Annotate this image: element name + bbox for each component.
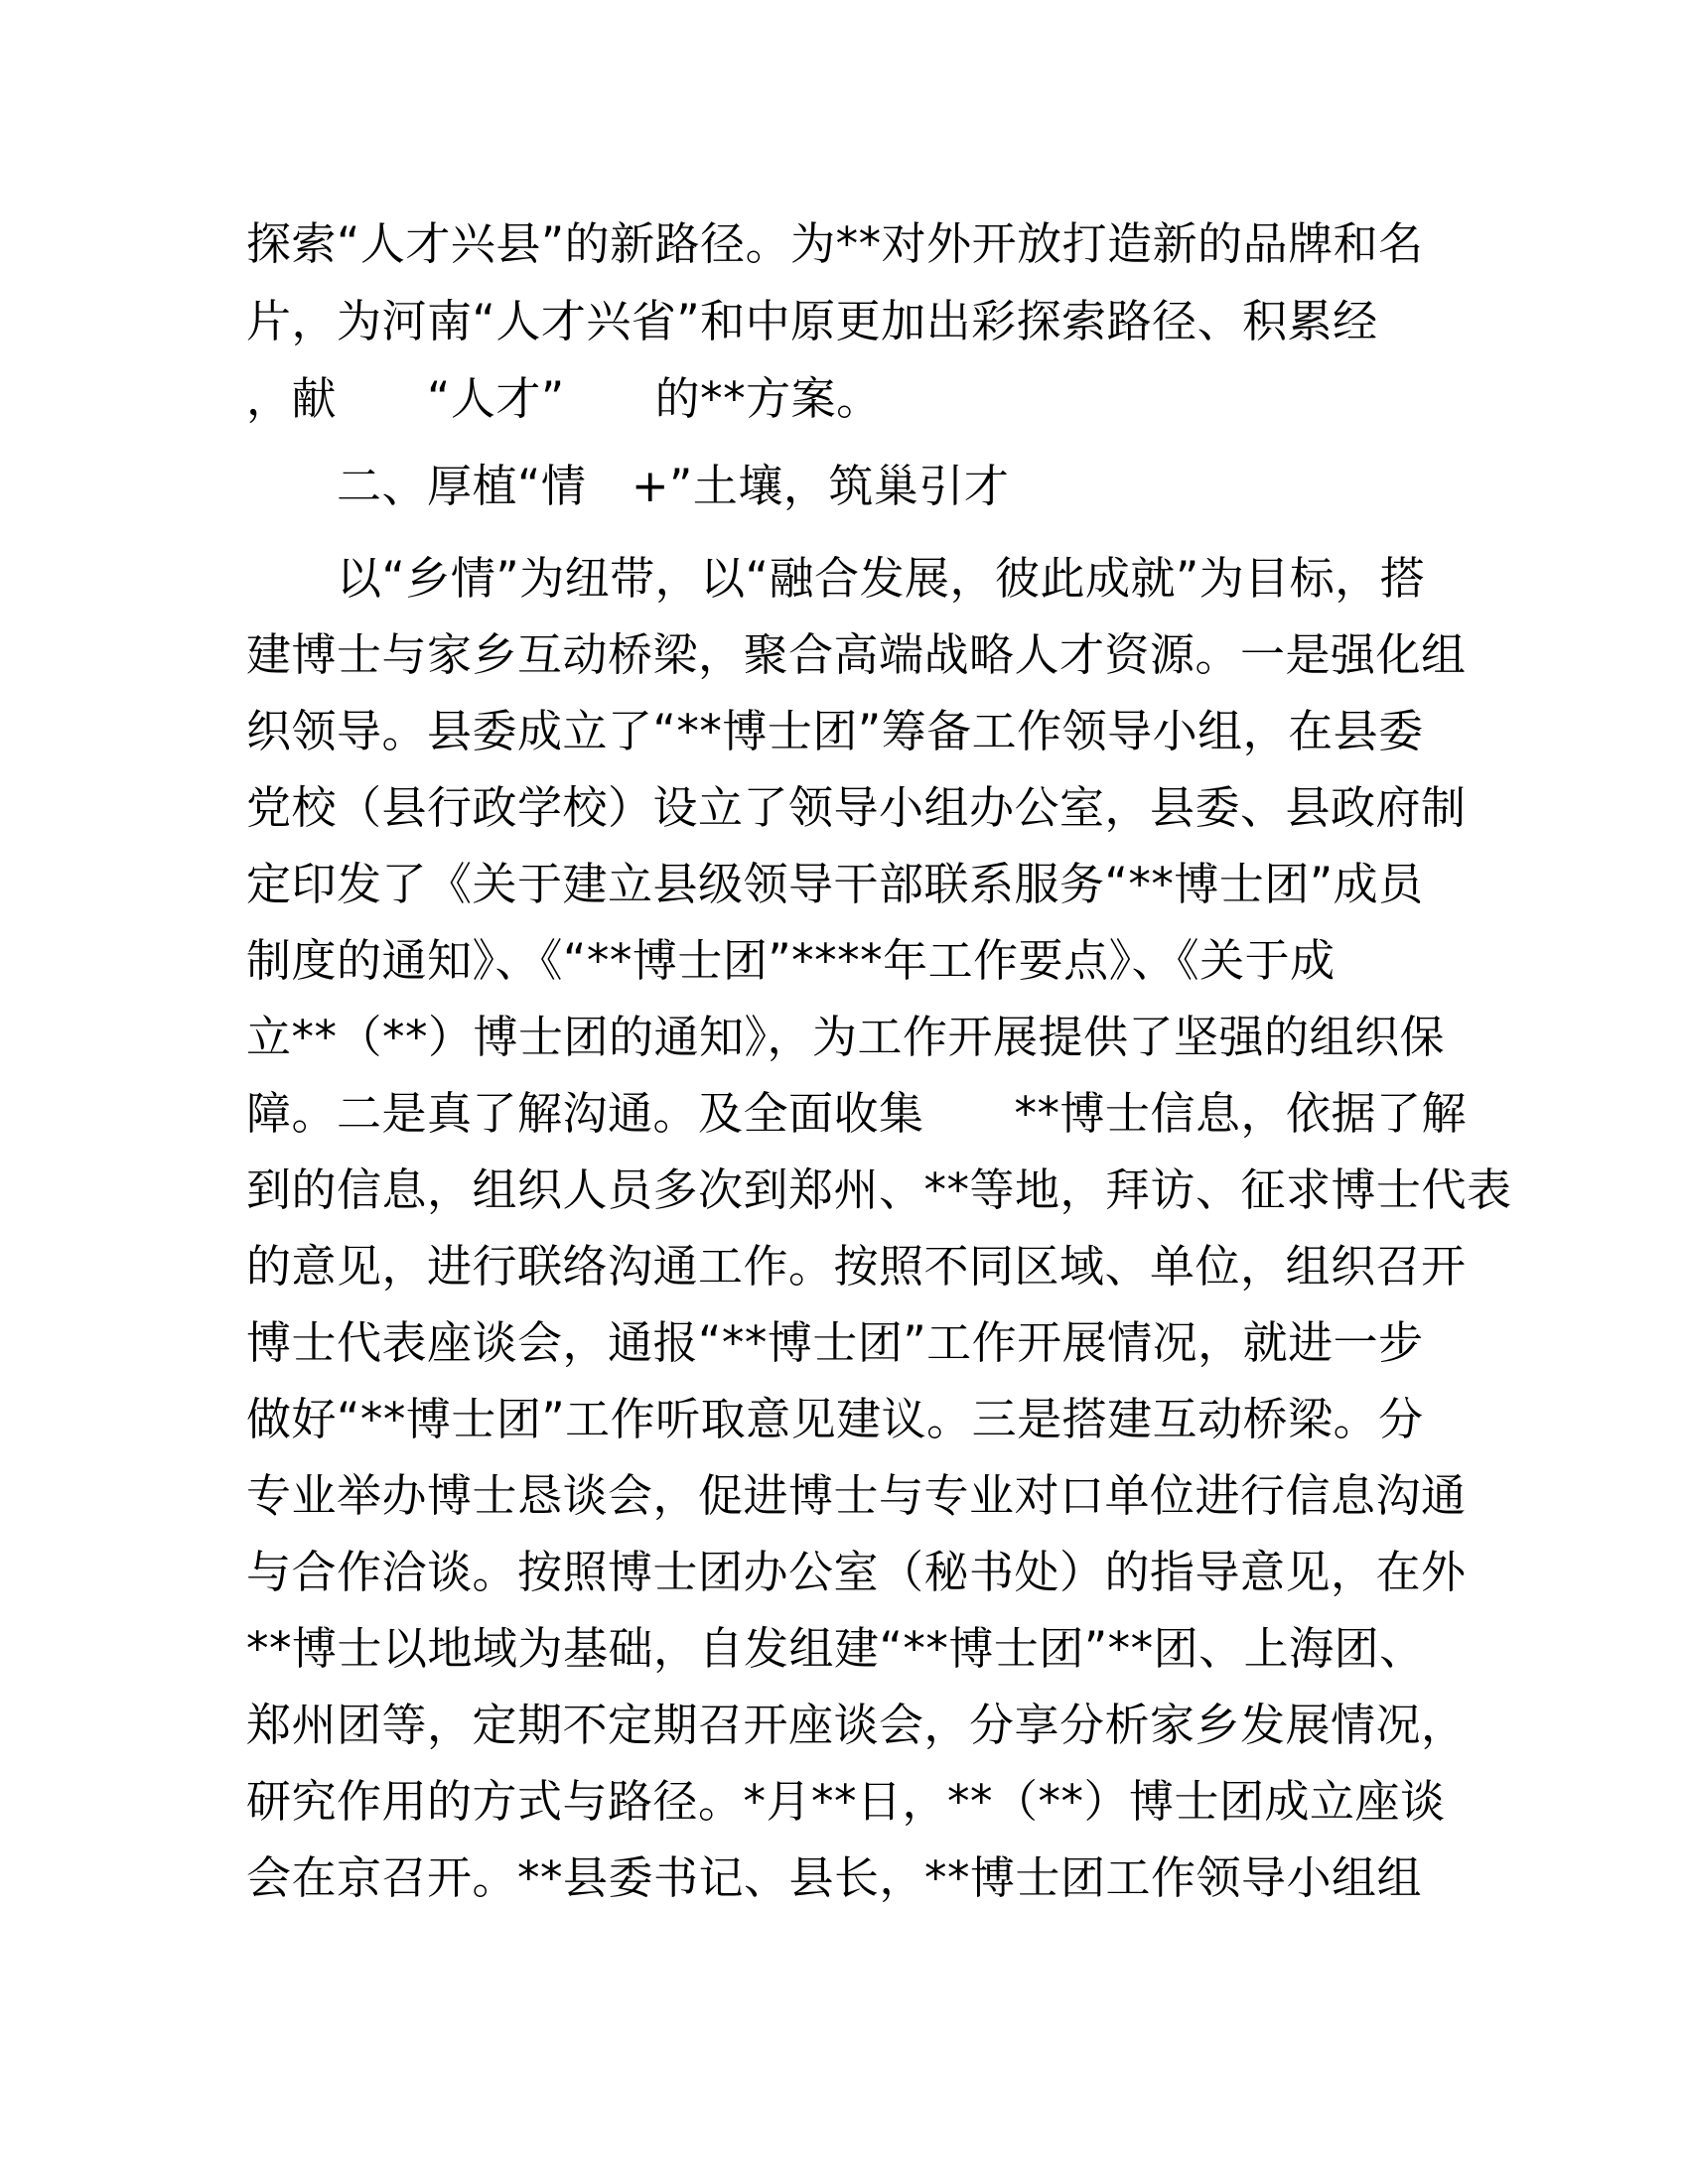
text-line: 定印发了《关于建立县级领导干部联系服务“**博士团”成员 [246, 858, 1424, 910]
section-heading: 二、厚植“情 +”土壤，筑巢引才 [246, 460, 1010, 512]
text-line: 制度的通知》、《“**博士团”****年工作要点》、《关于成 [246, 934, 1336, 987]
text-line: 与合作洽谈。按照博士团办公室（秘书处）的指导意见，在外 [246, 1546, 1467, 1598]
text-line: 做好“**博士团”工作听取意见建议。三是搭建互动桥梁。分 [246, 1393, 1424, 1445]
text-line: 到的信息，组织人员多次到郑州、**等地，拜访、征求博士代表 [246, 1163, 1512, 1216]
text-line: 专业举办博士恳谈会，促进博士与专业对口单位进行信息沟通 [246, 1469, 1467, 1522]
text-line: 建博士与家乡互动桥梁，聚合高端战略人才资源。一是强化组 [246, 628, 1467, 681]
text-line: 以“乡情”为纽带，以“融合发展，彼此成就”为目标，搭 [246, 552, 1426, 605]
text-line: 会在京召开。**县委书记、县长，**博士团工作领导小组组 [246, 1851, 1423, 1904]
text-line: 的意见，进行联络沟通工作。按照不同区域、单位，组织召开 [246, 1240, 1467, 1293]
text-line: 探索“人才兴县”的新路径。为**对外开放打造新的品牌和名 [246, 217, 1424, 270]
text-line: 党校（县行政学校）设立了领导小组办公室，县委、县政府制 [246, 781, 1467, 834]
text-line: 研究作用的方式与路径。*月**日，**（**）博士团成立座谈 [246, 1775, 1446, 1828]
text-line: 障。二是真了解沟通。及全面收集 **博士信息，依据了解 [246, 1087, 1468, 1140]
text-line: 博士代表座谈会，通报“**博士团”工作开展情况，就进一步 [246, 1316, 1424, 1369]
text-line: ，献 “人才” 的**方案。 [246, 372, 882, 425]
text-line: 郑州团等，定期不定期召开座谈会，分享分析家乡发展情况， [246, 1699, 1467, 1751]
text-line: **博士以地域为基础，自发组建“**博士团”**团、上海团、 [246, 1622, 1425, 1675]
text-line: 立**（**）博士团的通知》，为工作开展提供了坚强的组织保 [246, 1011, 1446, 1063]
text-line: 织领导。县委成立了“**博士团”筹备工作领导小组，在县委 [246, 705, 1424, 757]
text-line: 片，为河南“人才兴省”和中原更加出彩探索路径、积累经 [246, 295, 1378, 347]
